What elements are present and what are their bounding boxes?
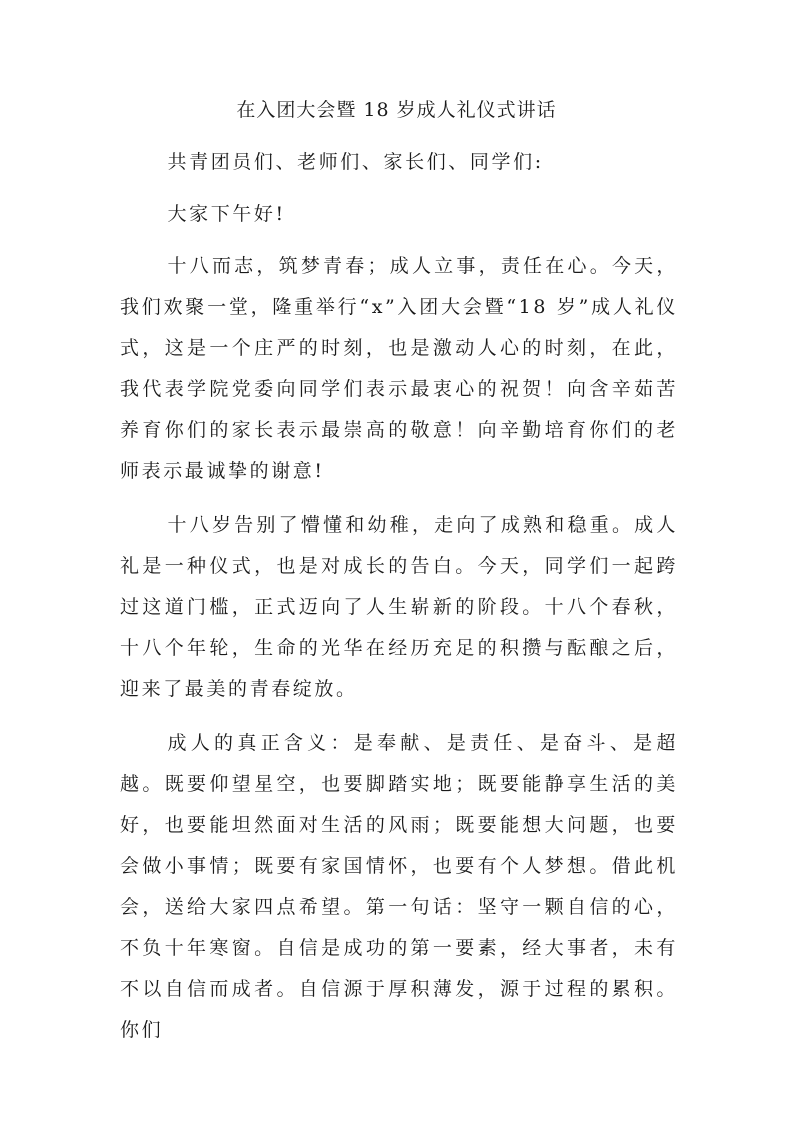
greeting-paragraph: 大家下午好! (167, 203, 286, 225)
salutation-paragraph: 共青团员们、老师们、家长们、同学们: (167, 151, 544, 173)
document-body (120, 142, 678, 1064)
body-paragraph-3: 成人的真正含义：是奉献、是责任、是奋斗、是超越。既要仰望星空，也要脚踏实地；既要能静享生活的美好，也要能坦然面对生活的风雨；既要能想大问题，也要会做小事情；既要有家国情怀，也要有个人梦想。借此机会，送给大家四点希望。第一句话：坚守一颗自信的心，不负十年寒窗。自信是成功的第一要素，经大事者，未有不以自信而成者。自信源于厚积薄发，源于过程的累积。你们 (120, 732, 678, 1041)
document-title: 在入团大会暨 18 岁成人礼仪式讲话 (236, 99, 557, 121)
body-paragraph-1: 十八而志，筑梦青春；成人立事，责任在心。今天，我们欢聚一堂，隆重举行“x”入团大会暨“18 岁”成人礼仪式，这是一个庄严的时刻，也是激动人心的时刻，在此，我代表学院党委向同学们表示最衷心的祝贺！向含辛茹苦养育你们的家长表示最崇高的敬意！向辛勤培育你们的老师表示最诚挚的谢意! (120, 255, 678, 482)
body-paragraph-2: 十八岁告别了懵懂和幼稚，走向了成熟和稳重。成人礼是一种仪式，也是对成长的告白。今天，同学们一起跨过这道门槛，正式迈向了人生崭新的阶段。十八个春秋，十八个年轮，生命的光华在经历充足的积攒与酝酿之后，迎来了最美的青春绽放。 (120, 514, 678, 700)
